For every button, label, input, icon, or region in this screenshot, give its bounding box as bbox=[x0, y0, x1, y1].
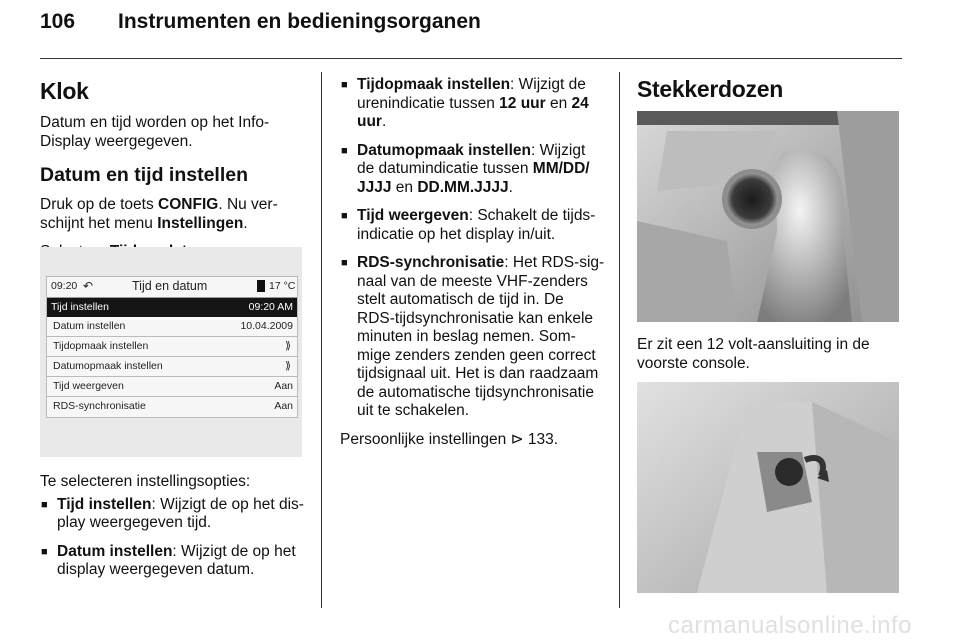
list-item: ■ RDS-synchronisatie: Het RDS-sig-naal van de meeste VHF-zenders stelt automatisch de tijd in. De RDS-tijdsynchronisatie kan enkele minuten in beslag nemen. Som-mige zenders zenden geen correct tijdsignaal uit. Het is dan raadzaam de automatische tijdsynchronisatie uit te schakelen. bbox=[340, 254, 605, 421]
list-item: ■ Datumopmaak instellen: Wijzigt de datumindicatie tussen MM/DD/ JJJJ en DD.MM.JJJJ. bbox=[340, 142, 605, 198]
photo-console-socket bbox=[637, 111, 899, 322]
display-row: Tijd weergeven Aan bbox=[47, 377, 297, 397]
page-number: 106 bbox=[40, 10, 76, 33]
back-icon: ↶ bbox=[83, 279, 94, 293]
display-temp: 17 °C bbox=[269, 280, 296, 292]
watermark: carmanualsonline.info bbox=[668, 612, 912, 639]
middle-column bbox=[340, 76, 605, 459]
display-screenshot bbox=[40, 247, 302, 457]
list-item: ■ Datum instellen: Wijzigt de op het display weergegeven datum. bbox=[40, 543, 308, 580]
list-item: ■ Tijd weergeven: Schakelt de tijds-indicatie op het display in/uit. bbox=[340, 207, 605, 244]
left-column bbox=[40, 78, 308, 272]
info-display bbox=[46, 276, 298, 418]
arrow-icon: ⊳ bbox=[510, 430, 524, 448]
left-column-lower bbox=[40, 473, 308, 590]
header-rule bbox=[40, 58, 902, 59]
options-intro: Te selecteren instellingsopties: bbox=[40, 473, 251, 490]
display-row: Tijd instellen 09:20 AM bbox=[47, 298, 297, 317]
menu-instellingen: Instellingen bbox=[157, 214, 244, 232]
display-title: Tijd en datum bbox=[132, 279, 208, 293]
photo-socket-detail bbox=[637, 382, 899, 593]
page-header bbox=[40, 10, 481, 34]
config-key: CONFIG bbox=[158, 196, 219, 213]
right-column-caption bbox=[637, 336, 907, 383]
display-row: Tijdopmaak instellen ⟫ bbox=[47, 337, 297, 357]
column-divider-2 bbox=[619, 72, 620, 608]
cross-reference: Persoonlijke instellingen ⊳ 133. bbox=[340, 430, 559, 448]
display-row: Datum instellen 10.04.2009 bbox=[47, 317, 297, 337]
right-column bbox=[637, 76, 907, 112]
display-row: Datumopmaak instellen ⟫ bbox=[47, 357, 297, 377]
list-item: ■ Tijd instellen: Wijzigt de op het dis-play weergegeven tijd. bbox=[40, 496, 308, 533]
section-title-stekkerdozen: Stekkerdozen bbox=[637, 76, 783, 102]
display-top-bar bbox=[47, 277, 297, 298]
column-divider-1 bbox=[321, 72, 322, 608]
section-title-datum: Datum en tijd instellen bbox=[40, 164, 249, 186]
druk-paragraph: Druk op de toets CONFIG. Nu ver-schijnt het menu Instellingen. bbox=[40, 196, 278, 232]
display-clock: 09:20 bbox=[51, 280, 78, 292]
klok-text: Datum en tijd worden op het Info-Display weergegeven. bbox=[40, 114, 270, 150]
phone-icon bbox=[257, 280, 265, 292]
photo-caption: Er zit een 12 volt-aansluiting in de voorste console. bbox=[637, 336, 870, 372]
display-row: RDS-synchronisatie Aan bbox=[53, 400, 293, 412]
section-title-klok: Klok bbox=[40, 78, 89, 104]
chapter-title: Instrumenten en bedieningsorganen bbox=[118, 10, 481, 33]
list-item: ■ Tijdopmaak instellen: Wijzigt de urenindicatie tussen 12 uur en 24 uur. bbox=[340, 76, 605, 132]
